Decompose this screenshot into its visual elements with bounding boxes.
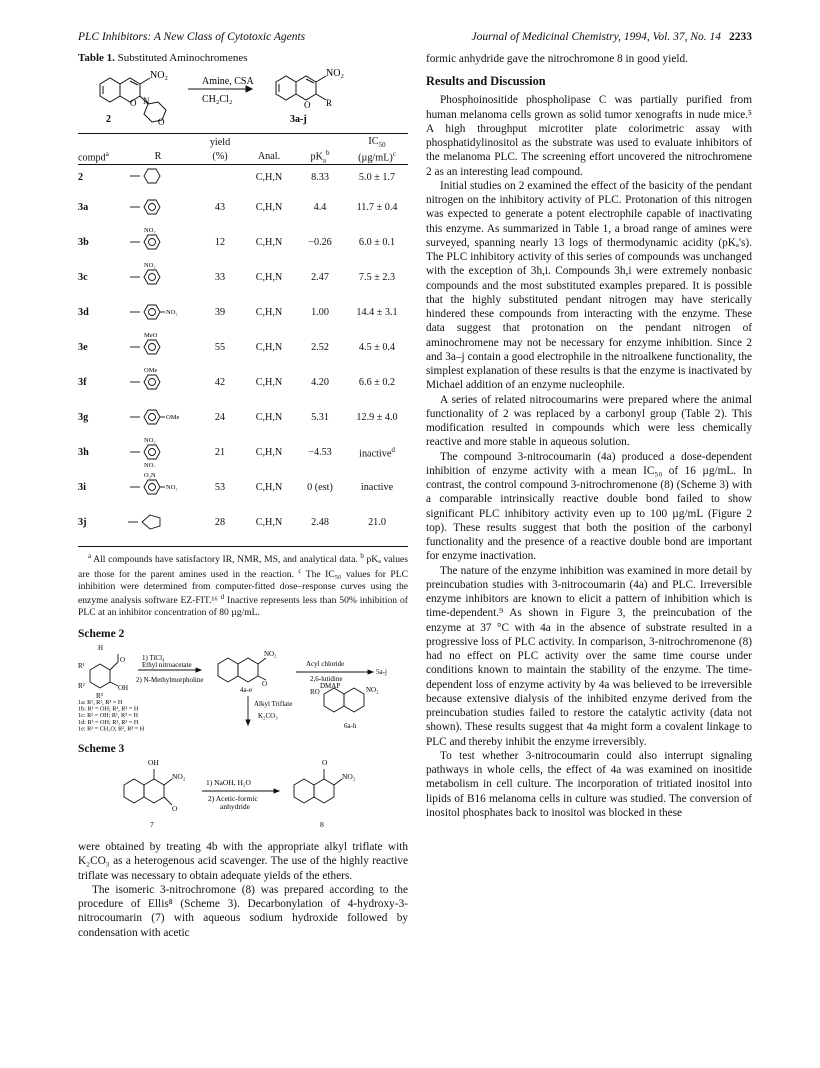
section-heading: Results and Discussion [426, 74, 546, 89]
page-number: 2233 [729, 31, 752, 43]
table-row [78, 165, 408, 191]
reagent-bottom: CH₂Cl₂ [202, 94, 233, 105]
r-structure-cell [120, 435, 196, 470]
r-structure-cell [120, 505, 196, 540]
r-substituent-drawing [120, 400, 196, 432]
table-row [78, 365, 408, 400]
anal-cell: C,H,N [255, 517, 283, 529]
pka-cell: 4.20 [311, 377, 329, 389]
yield-cell: 55 [214, 342, 226, 354]
scheme2-title: Scheme 2 [78, 628, 125, 641]
yield-cell: 28 [214, 517, 226, 529]
r-substituent-drawing [120, 435, 196, 467]
r-substituent-drawing [120, 165, 196, 187]
anal-cell: C,H,N [255, 172, 283, 184]
table1-reaction-scheme [78, 64, 408, 128]
start-compound-number: 2 [106, 114, 111, 125]
yield-cell [196, 165, 244, 191]
anal-cell: C,H,N [255, 342, 283, 354]
s2-prod5: 5a-j [376, 668, 387, 677]
scheme2-legend-line: 1e: R¹ = CH₃O; R², R³ = H [78, 725, 145, 733]
s3-no2b: NO₂ [342, 772, 356, 782]
r-substituent-drawing [120, 505, 196, 537]
pka-cell: 2.47 [311, 272, 329, 284]
yield-cell: 42 [214, 377, 226, 389]
anal-cell: C,H,N [255, 272, 283, 284]
r-top-substituent: NO₂ [144, 227, 156, 235]
scheme2-legend-line: 1d: R³ = OH; R¹, R² = H [78, 718, 139, 726]
s2-step1a: 1) TiCl₄ [142, 654, 165, 663]
compd-cell: 2 [78, 172, 84, 184]
s2-ro: RO [310, 688, 320, 697]
r-structure-cell [120, 260, 196, 295]
s2-oh: OH [118, 684, 129, 693]
ic50-cell: 6.0 ± 0.1 [358, 237, 396, 249]
pka-cell: 8.33 [311, 172, 329, 184]
running-title: PLC Inhibitors: A New Class of Cytotoxic Agents [78, 31, 306, 43]
yield-cell: 12 [214, 237, 226, 249]
s3-step2b: anhydride [220, 802, 250, 812]
s2-step2: 2) N-Methylmorpholine [136, 676, 204, 685]
compd-cell: 3j [78, 517, 87, 529]
pka-cell: −0.26 [308, 237, 332, 249]
scheme2-diagram [78, 640, 408, 732]
pka-cell: −4.53 [308, 447, 332, 459]
s2-dmap: DMAP [320, 682, 341, 691]
right-paragraph-2: Initial studies on 2 examined the effect of the basicity of the pendant nitrogen on the inhibitory activity of PLC. Protonation of this nitrogen was expected to generate a potent electrophile capable of inactivating this enzyme. As summarized in Table 1, a broad range of amines were surveyed, spanning nearly 13 logs of thermodynamic acidity (pKₐ's). The PLC inhibitory activity of this series of compounds was unchanged with the exception of 3h,i. Compounds 3h,i were extremely nonbasic compounds and the most substituted examples prepared. It is possible that the highly substituted pendant nitrogen may have sterically hindered these compounds from interacting with the enzyme. These data suggest that protonation on the pendant nitrogen of aminochromene may not be necessary for enzyme inhibition. Since 2 and 3a–j contain a good electrophile in the nitroalkene functionality, the simplest explanation of these results is that the enzyme is inactivated by Michael addition of an enzyme nucleophile. [426, 179, 752, 392]
table-row [78, 470, 408, 505]
left-column [78, 52, 408, 940]
scheme2-legend-line: 1c: R² = OH; R¹, R³ = H [78, 712, 138, 720]
s2-no2: NO₂ [264, 650, 277, 659]
r-para-substituent: NO₂ [166, 484, 178, 492]
s3-step2a: 2) Acetic-formic [208, 794, 258, 804]
col-compd: compd$^a$ [78, 150, 109, 164]
r-para-substituent: NO₂ [166, 309, 178, 317]
anal-cell: C,H,N [255, 202, 283, 214]
r-structure-cell [120, 225, 196, 260]
scheme2-legend-line: 1b: R¹ = OH; R², R³ = H [78, 705, 139, 713]
anal-cell: C,H,N [255, 412, 283, 424]
s2-lutidine: 2,6-lutidine [310, 675, 343, 684]
ic50-cell: 14.4 ± 3.1 [356, 307, 398, 319]
compd-cell: 3h [78, 447, 89, 459]
r-top-substituent: O₂N [144, 472, 156, 480]
ic50-cell: 21.0 [368, 517, 386, 529]
compd-cell: 3i [78, 482, 86, 494]
s3-start: 7 [150, 820, 154, 830]
s2-prod6: 6a-h [344, 722, 357, 731]
s3-no2: NO₂ [172, 772, 186, 782]
r-substituent-drawing [120, 295, 196, 327]
ic50-cell: 12.9 ± 4.0 [356, 412, 398, 424]
r-top-substituent: MeO [144, 332, 158, 340]
r-para-substituent: OMe [166, 414, 180, 422]
anal-cell: C,H,N [255, 447, 283, 459]
r-structure-cell [120, 400, 196, 435]
anal-cell: C,H,N [255, 377, 283, 389]
table-row [78, 260, 408, 295]
col-yield-1: yield [209, 137, 231, 149]
no2-label: NO₂ [150, 70, 168, 81]
compd-cell: 3g [78, 412, 89, 424]
s2-h: H [98, 644, 104, 653]
s2-int: 4a-e [240, 686, 253, 695]
col-ic50-2: $(\mu g/mL)^c$ [358, 150, 396, 164]
ring-o-label: O [130, 98, 137, 108]
table1-bottom-rule [78, 546, 408, 547]
table-row [78, 330, 408, 365]
col-r: R [154, 151, 162, 163]
yield-cell: 24 [214, 412, 226, 424]
s2-no2b: NO₂ [366, 686, 379, 695]
compd-cell: 3a [78, 202, 89, 214]
ic50-cell: inactive$^d$ [359, 446, 395, 460]
left-paragraph-2: The isomeric 3-nitrochromone (8) was prepared according to the procedure of Ellis⁸ (Scheme 3). Decarbonylation of 4-hydroxy-3-nitrocoumarin (7) with aqueous sodium hydroxide followed by condensation with acetic [78, 883, 408, 939]
col-pka: $pK_a^b$ [310, 149, 330, 165]
pka-cell: 1.00 [311, 307, 329, 319]
r-substituent-drawing [120, 225, 196, 257]
right-paragraph-5: The nature of the enzyme inhibition was examined in more detail by preincubation studies with 3-nitrocoumarin (4a) and PLC. Irreversible enzyme inhibitors are known to elicit a pattern of inhibition which is time-dependent.⁹ As shown in Figure 3, the preincubation of the enzyme at 37 °C with 4a in the absence of substrate resulted in a progressive loss of PLC activity. In comparison, 3-nitrochromenone (8) had no effect on PLC activity over the same time course under conditions known to maintain the stability of the enzyme. The time-dependent loss of enzyme activity by 4a was believed to be irreversible because extensive dialysis of the inhibited enzyme derived from the preincubation studies failed to restore the catalytic activity (data not shown). These results suggest that 4a might form a covalent linkage to PLC and thereby inhibit the enzyme irreversibly. [426, 564, 752, 748]
s2-k2co3: K₂CO₃ [258, 712, 278, 721]
scheme3-title: Scheme 3 [78, 743, 125, 756]
journal-name: Journal of Medicinal Chemistry, 1994, Vol. 37, No. 14 [471, 31, 721, 43]
pka-cell: 4.4 [313, 202, 327, 214]
table-row [78, 400, 408, 435]
reagent-top: Amine, CSA [202, 76, 254, 87]
yield-cell: 43 [214, 202, 226, 214]
right-paragraph-3: A series of related nitrocoumarins were prepared where the animal functionality of 2 was replaced by a carbonyl group (Table 2). This modification resulted in compounds which were less chemically reactive and more stable in aqueous solution. [426, 393, 752, 449]
compd-cell: 3d [78, 307, 89, 319]
ic50-cell: 11.7 ± 0.4 [356, 202, 398, 214]
scheme2-legend-line: 1a: R¹, R², R³ = H [78, 699, 123, 707]
right-paragraph-4: The compound 3-nitrocoumarin (4a) produced a dose-dependent inhibition of enzyme activity with a mean IC₅₀ of 16 µg/mL. In contrast, the control compound 3-nitrochromenone (8) (Scheme 3) with a comparable intrinsically reactive double bond failed to show significant PLC inhibitory activity even up to 100 µg/mL (Figure 2 top). These results suggest that both the position of the carbonyl functionality and the presence of a reactive double bond are important for enzyme inactivation. [426, 450, 752, 563]
table-row [78, 190, 408, 225]
compd-cell: 3b [78, 237, 89, 249]
r-structure-cell [120, 330, 196, 365]
r-bottom-substituent: NO₂ [144, 462, 156, 468]
ic50-cell: inactive [360, 482, 394, 494]
r-substituent-drawing [120, 365, 196, 397]
n-label: N [143, 96, 150, 106]
yield-cell: 39 [214, 307, 226, 319]
right-paragraph-6: To test whether 3-nitrocoumarin could also interrupt signaling pathways in whole cells, the effect of 4a was examined on inositide metabolism in cell culture. The incorporation of tritiated inositol into lipids of B16 melanoma cells in culture was studied. The conversion of inositol phosphates back to inositol was blocked in these [426, 749, 752, 819]
s2-acyl: Acyl chloride [306, 660, 345, 669]
morpholine-o-label: O [158, 117, 165, 127]
r-substituent-drawing [120, 260, 196, 292]
s3-product: 8 [320, 820, 324, 830]
journal-citation [426, 31, 752, 43]
product-compound-number: 3a-j [290, 114, 307, 125]
left-paragraph-1: were obtained by treating 4b with the appropriate alkyl triflate with K₂CO₃ as a heterogenous acid scavenger. The use of the highly reactive triflate was necessary to obtain adequate yields of the ethers. [78, 841, 408, 882]
table-row [78, 505, 408, 540]
s3-o: O [172, 804, 178, 814]
yield-cell: 53 [214, 482, 226, 494]
s2-r1: R¹ [78, 662, 85, 671]
r-top-substituent: OMe [144, 367, 158, 375]
compd-cell: 3f [78, 377, 87, 389]
s2-step1b: Ethyl nitroacetate [142, 661, 192, 670]
pka-cell: 2.48 [311, 517, 329, 529]
col-yield-2: (%) [212, 151, 228, 163]
r-structure-cell [120, 165, 196, 191]
scheme3-diagram [78, 755, 408, 835]
ic50-cell: 7.5 ± 2.3 [358, 272, 396, 284]
ic50-cell: 5.0 ± 1.7 [358, 172, 396, 184]
anal-cell: C,H,N [255, 307, 283, 319]
yield-cell: 21 [214, 447, 226, 459]
r-top-substituent: NO₂ [144, 262, 156, 270]
r-structure-cell [120, 470, 196, 505]
pka-cell: 2.52 [311, 342, 329, 354]
table1-title [78, 52, 408, 64]
ic50-cell: 6.6 ± 0.2 [358, 377, 396, 389]
r-substituent-drawing [120, 470, 196, 502]
pka-cell: 5.31 [311, 412, 329, 424]
table-row [78, 435, 408, 470]
table1-label: Table 1. [78, 52, 115, 64]
anal-cell: C,H,N [255, 237, 283, 249]
r-structure-cell [120, 190, 196, 225]
table1 [78, 133, 408, 540]
r-structure-cell [120, 365, 196, 400]
col-ic50-1: $IC_{50}$ [368, 136, 386, 150]
table1-caption: Substituted Aminochromenes [117, 52, 248, 64]
s2-r3: R³ [96, 692, 103, 701]
r-structure-cell [120, 295, 196, 330]
footnote-text: $^a$ All compounds have satisfactory IR, NMR, MS, and analytical data. $^b$ pKₐ values are those for the parent amines used in the reaction. $^c$ The IC₅₀ values for PLC inhibition were determined from computer-fitted dose–response curves using the enzyme analysis software EZ-FIT.¹⁶ $^d$ Inactive represents less than 50% inhibition of PLC at an inhibitor concentration of 80 µg/mL. [78, 552, 408, 618]
s2-r2: R² [78, 682, 85, 691]
table-row [78, 225, 408, 260]
r-substituent-drawing [120, 330, 196, 362]
yield-cell: 33 [214, 272, 226, 284]
s2-o2: O [262, 680, 268, 689]
s2-alkyl: Alkyl Triflate [254, 700, 293, 709]
table1-footnotes [78, 551, 408, 618]
s3-o2: O [322, 758, 328, 768]
s2-o: O [120, 656, 126, 665]
r-top-substituent: NO₂ [144, 437, 156, 445]
product-no2-label: NO₂ [326, 68, 344, 79]
compd-cell: 3e [78, 342, 88, 354]
product-r-label: R [326, 98, 333, 108]
s3-step1: 1) NaOH, H₂O [206, 778, 251, 788]
compd-cell: 3c [78, 272, 88, 284]
pka-cell: 0 (est) [307, 482, 333, 494]
table-row [78, 295, 408, 330]
anal-cell: C,H,N [255, 482, 283, 494]
product-o-label: O [304, 100, 311, 110]
r-substituent-drawing [120, 190, 196, 222]
right-paragraph-1: Phosphoinositide phospholipase C was partially purified from human melanoma cells grown as solid tumor xenografts in nude mice.⁵ A high throughput microtiter plate colorimetric assay with phosphatidylinositol as the substrate was used to evaluate inhibitors of the melanoma PLC. The screening effort uncovered the nitrochromene 2 as an interesting lead compound. [426, 94, 752, 178]
ic50-cell: 4.5 ± 0.4 [358, 342, 396, 354]
s3-oh: OH [148, 758, 159, 768]
right-column [426, 52, 752, 820]
right-continued-text: formic anhydride gave the nitrochromone 8 in good yield. [426, 53, 688, 65]
col-anal: Anal. [257, 151, 281, 163]
